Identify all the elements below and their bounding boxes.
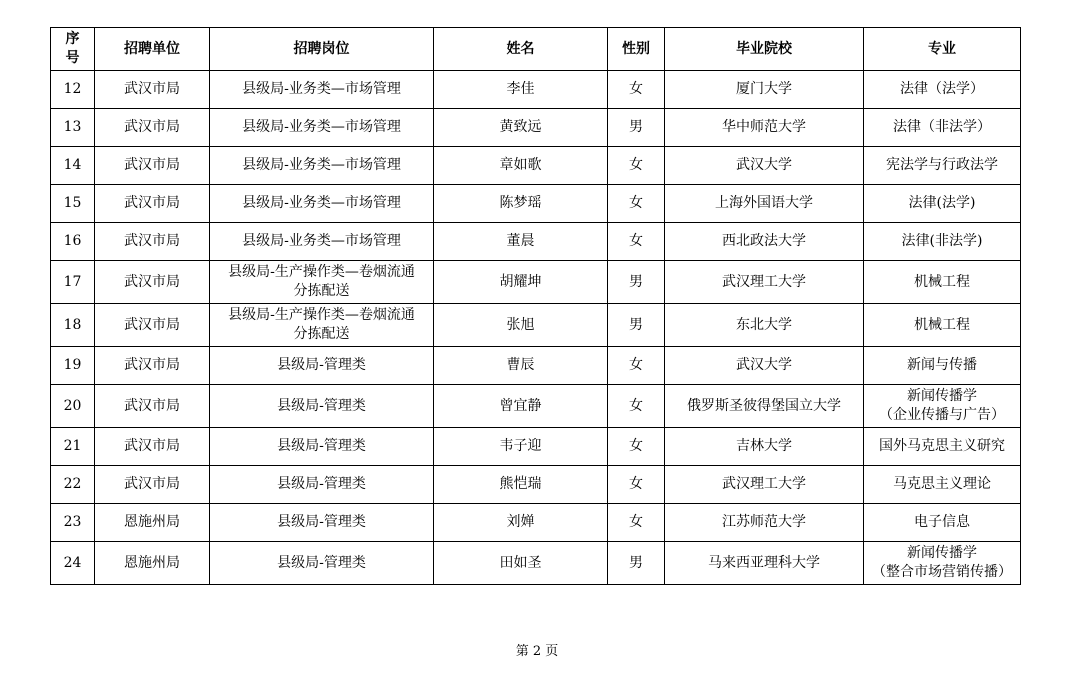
cell-major <box>864 304 1021 347</box>
page-number: 2 <box>532 644 542 659</box>
cell-major-line1: 电子信息 <box>914 514 970 530</box>
cell-post-line1: 县级局-管理类 <box>277 357 366 373</box>
cell-gender: 女 <box>608 223 665 261</box>
table-row <box>51 385 1021 428</box>
cell-name: 曾宜静 <box>434 385 608 428</box>
table-row <box>51 261 1021 304</box>
cell-post <box>210 261 434 304</box>
cell-name: 张旭 <box>434 304 608 347</box>
cell-post <box>210 185 434 223</box>
page-footer <box>0 640 1074 659</box>
cell-post-line1: 县级局-管理类 <box>277 514 366 530</box>
cell-post <box>210 466 434 504</box>
cell-school: 吉林大学 <box>665 428 864 466</box>
cell-gender: 女 <box>608 185 665 223</box>
cell-major-line2: （整合市场营销传播） <box>872 564 1012 580</box>
cell-post <box>210 428 434 466</box>
cell-unit: 武汉市局 <box>95 428 210 466</box>
cell-unit: 武汉市局 <box>95 347 210 385</box>
cell-name: 黄致远 <box>434 109 608 147</box>
cell-post-line2: 分拣配送 <box>293 283 350 299</box>
cell-gender: 女 <box>608 385 665 428</box>
header-major: 专业 <box>864 28 1021 71</box>
cell-gender: 男 <box>608 261 665 304</box>
cell-name: 陈梦瑶 <box>434 185 608 223</box>
cell-post-line1: 县级局-管理类 <box>277 438 366 454</box>
cell-post-line1: 县级局-生产操作类—卷烟流通 <box>228 264 415 280</box>
cell-school: 俄罗斯圣彼得堡国立大学 <box>665 385 864 428</box>
cell-major-line1: 新闻与传播 <box>907 357 977 373</box>
cell-major <box>864 542 1021 585</box>
cell-name: 章如歌 <box>434 147 608 185</box>
cell-serial-number: 12 <box>51 71 95 109</box>
cell-post <box>210 304 434 347</box>
cell-unit: 武汉市局 <box>95 147 210 185</box>
cell-major <box>864 347 1021 385</box>
cell-name: 胡耀坤 <box>434 261 608 304</box>
cell-school: 武汉大学 <box>665 347 864 385</box>
cell-post-line1: 县级局-管理类 <box>277 397 366 414</box>
footer-prefix: 第 <box>515 644 529 659</box>
header-serial-line1: 序 <box>65 31 80 47</box>
cell-major-line1: 法律(非法学) <box>901 233 983 249</box>
cell-name: 韦子迎 <box>434 428 608 466</box>
cell-major <box>864 71 1021 109</box>
cell-gender: 男 <box>608 109 665 147</box>
cell-gender: 男 <box>608 542 665 585</box>
cell-school: 武汉理工大学 <box>665 261 864 304</box>
table-row <box>51 542 1021 585</box>
cell-major-line1: 法律（非法学） <box>893 119 991 135</box>
cell-gender: 女 <box>608 71 665 109</box>
cell-unit: 武汉市局 <box>95 385 210 428</box>
cell-major-line1: 机械工程 <box>914 273 970 290</box>
cell-major-line1: 机械工程 <box>914 316 970 333</box>
cell-school: 武汉理工大学 <box>665 466 864 504</box>
cell-post-line1: 县级局-生产操作类—卷烟流通 <box>228 307 415 323</box>
cell-post-line1: 县级局-业务类—市场管理 <box>242 81 401 97</box>
cell-unit: 武汉市局 <box>95 223 210 261</box>
cell-serial-number: 17 <box>51 261 95 304</box>
table-row <box>51 109 1021 147</box>
table-row <box>51 71 1021 109</box>
cell-gender: 女 <box>608 466 665 504</box>
cell-unit: 恩施州局 <box>95 542 210 585</box>
header-serial-number <box>51 28 95 71</box>
cell-school: 上海外国语大学 <box>665 185 864 223</box>
cell-major <box>864 261 1021 304</box>
cell-major <box>864 223 1021 261</box>
cell-name: 曹辰 <box>434 347 608 385</box>
cell-unit: 恩施州局 <box>95 504 210 542</box>
cell-name: 董晨 <box>434 223 608 261</box>
cell-unit: 武汉市局 <box>95 185 210 223</box>
header-post: 招聘岗位 <box>210 28 434 71</box>
cell-major <box>864 428 1021 466</box>
cell-unit: 武汉市局 <box>95 109 210 147</box>
cell-major-line1: 新闻传播学 <box>907 545 977 561</box>
header-unit: 招聘单位 <box>95 28 210 71</box>
table-row <box>51 428 1021 466</box>
cell-major-line1: 宪法学与行政法学 <box>886 157 998 173</box>
cell-post-line1: 县级局-管理类 <box>277 554 366 571</box>
cell-major <box>864 504 1021 542</box>
cell-school: 东北大学 <box>665 304 864 347</box>
cell-serial-number: 18 <box>51 304 95 347</box>
cell-major-line1: 马克思主义理论 <box>893 476 991 492</box>
cell-post-line1: 县级局-业务类—市场管理 <box>242 119 401 135</box>
cell-major-line2: （企业传播与广告） <box>879 407 1005 423</box>
table-row <box>51 304 1021 347</box>
table-row <box>51 466 1021 504</box>
cell-gender: 女 <box>608 428 665 466</box>
cell-post <box>210 385 434 428</box>
cell-post-line1: 县级局-管理类 <box>277 476 366 492</box>
cell-serial-number: 22 <box>51 466 95 504</box>
cell-major <box>864 147 1021 185</box>
cell-unit: 武汉市局 <box>95 261 210 304</box>
cell-serial-number: 23 <box>51 504 95 542</box>
cell-serial-number: 20 <box>51 385 95 428</box>
cell-school: 厦门大学 <box>665 71 864 109</box>
cell-post <box>210 542 434 585</box>
cell-major <box>864 185 1021 223</box>
cell-post <box>210 71 434 109</box>
cell-school: 江苏师范大学 <box>665 504 864 542</box>
cell-major <box>864 385 1021 428</box>
table-row <box>51 347 1021 385</box>
cell-major-line1: 法律(法学) <box>908 195 976 211</box>
cell-post-line1: 县级局-业务类—市场管理 <box>242 233 401 249</box>
cell-school: 西北政法大学 <box>665 223 864 261</box>
cell-gender: 女 <box>608 147 665 185</box>
cell-major <box>864 109 1021 147</box>
cell-school: 武汉大学 <box>665 147 864 185</box>
recruitment-table <box>50 27 1021 585</box>
cell-serial-number: 24 <box>51 542 95 585</box>
cell-post-line2: 分拣配送 <box>293 326 350 342</box>
cell-major-line1: 国外马克思主义研究 <box>879 438 1005 454</box>
cell-name: 田如圣 <box>434 542 608 585</box>
cell-serial-number: 13 <box>51 109 95 147</box>
cell-gender: 女 <box>608 347 665 385</box>
cell-unit: 武汉市局 <box>95 71 210 109</box>
cell-serial-number: 19 <box>51 347 95 385</box>
cell-name: 熊恺瑞 <box>434 466 608 504</box>
cell-post <box>210 504 434 542</box>
cell-school: 马来西亚理科大学 <box>665 542 864 585</box>
table-row <box>51 504 1021 542</box>
cell-gender: 女 <box>608 504 665 542</box>
cell-post <box>210 109 434 147</box>
cell-major <box>864 466 1021 504</box>
table-row <box>51 223 1021 261</box>
header-school: 毕业院校 <box>665 28 864 71</box>
cell-major-line1: 法律（法学） <box>900 81 984 97</box>
table-row <box>51 185 1021 223</box>
cell-unit: 武汉市局 <box>95 304 210 347</box>
cell-name: 刘婵 <box>434 504 608 542</box>
cell-post <box>210 147 434 185</box>
header-row <box>51 28 1021 71</box>
cell-unit: 武汉市局 <box>95 466 210 504</box>
table-row <box>51 147 1021 185</box>
cell-post <box>210 223 434 261</box>
cell-school: 华中师范大学 <box>665 109 864 147</box>
cell-serial-number: 14 <box>51 147 95 185</box>
cell-serial-number: 21 <box>51 428 95 466</box>
cell-name: 李佳 <box>434 71 608 109</box>
header-name: 姓名 <box>434 28 608 71</box>
cell-serial-number: 15 <box>51 185 95 223</box>
header-gender: 性别 <box>608 28 665 71</box>
cell-post-line1: 县级局-业务类—市场管理 <box>242 157 401 173</box>
cell-post-line1: 县级局-业务类—市场管理 <box>242 195 401 211</box>
cell-serial-number: 16 <box>51 223 95 261</box>
cell-post <box>210 347 434 385</box>
header-serial-line2: 号 <box>65 50 80 66</box>
cell-major-line1: 新闻传播学 <box>907 388 977 404</box>
cell-gender: 男 <box>608 304 665 347</box>
footer-suffix: 页 <box>545 644 559 659</box>
